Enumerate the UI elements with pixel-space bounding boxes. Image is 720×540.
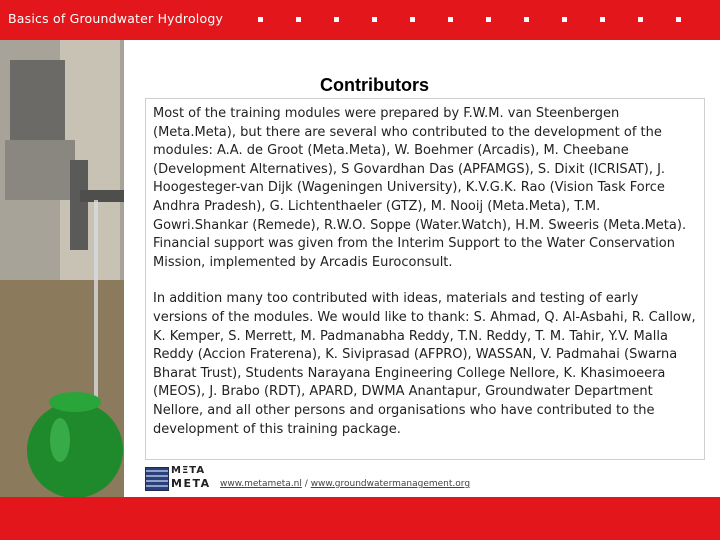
water-pump-photo-illustration xyxy=(0,40,140,497)
contributors-text-box xyxy=(145,98,705,460)
decorative-dot-row xyxy=(258,17,698,23)
presentation-title: Basics of Groundwater Hydrology xyxy=(8,11,224,26)
logo-grid-icon xyxy=(145,467,169,491)
groundwatermanagement-link[interactable]: www.groundwatermanagement.org xyxy=(310,479,471,489)
slide-heading: Contributors xyxy=(320,75,429,95)
background-photo-water-pump xyxy=(0,40,140,497)
footer-bar xyxy=(0,497,720,540)
footer-links xyxy=(220,479,470,489)
slide-footer xyxy=(145,465,665,493)
link-separator: / xyxy=(304,479,308,489)
metameta-link[interactable]: www.metameta.nl xyxy=(220,479,302,489)
metameta-logo: MΞTA META xyxy=(145,467,215,491)
header-bar xyxy=(0,0,720,40)
contributors-paragraph-2: In addition many too contributed with ideas, materials and testing of early versions of the modules. We would like to thank: S. Ahmad, Q. Al-Asbahi, R. Callow, K. Kemper, S. Merrett, M. Padmanabha Reddy, T.N. Reddy, T. M. Tahir, Y.V. Malla Reddy (Accion Fraterena), K. Siviprasad (AFPRO), WASSAN, V. Padmahai (Swarna Bharat Trust), Students Narayana Engineering College Nellore, K. Khasimoeera (MEOS), J. Brabo (RDT), APARD, DWMA Anantapur, Groundwater Department Nellore, and all other persons and organisations who have contributed to the development of this training package. xyxy=(153,291,696,437)
contributors-paragraph-1: Most of the training modules were prepared by F.W.M. van Steenbergen (Meta.Meta), but there are several who contributed to the development of the modules: A.A. de Groot (Meta.Meta), W. Boehmer (Arcadis), M. Cheebane (Development Alternatives), S Govardhan Das (APFAMGS), S. Dixit (ICRISAT), J. Hoogesteger-van Dijk (Wageningen University), K.V.G.K. Rao (Vision Task Force Andhra Pradesh), G. Lichtenthaeler (GTZ), M. Nooij (Meta.Meta), T.M. Gowri.Shankar (Remede), R.W.O. Soppe (Water.Watch), H.M. Sweeris (Meta.Meta). Financial support was given from the Interim Support to the Water Conservation Mission, implemented by Arcadis Euroconsult. xyxy=(153,106,687,270)
